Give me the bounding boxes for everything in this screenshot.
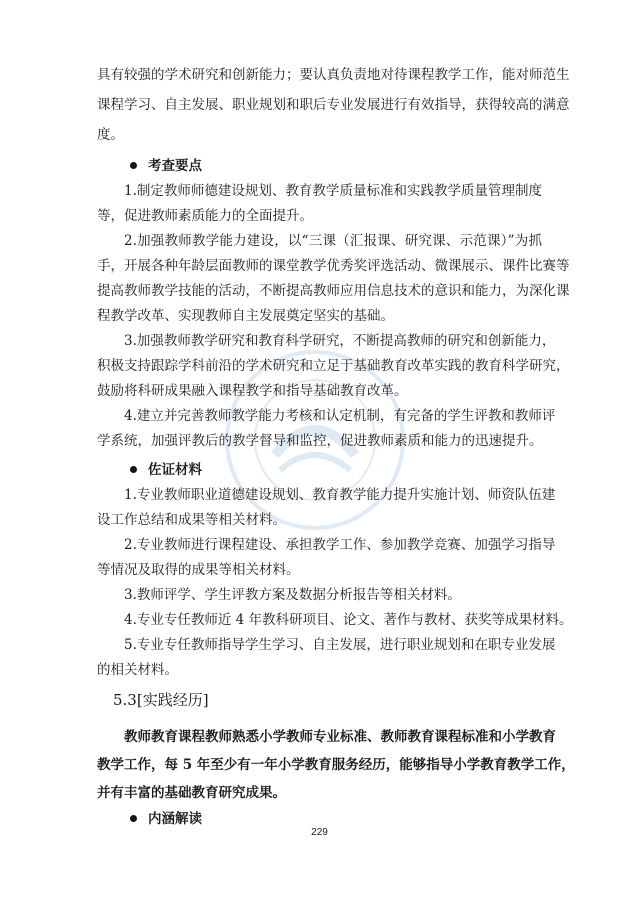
key-point-line: 提高教师教学技能的活动，不断提高教师应用信息技术的意识和能力，为深化课 — [97, 283, 570, 299]
key-point-line: 4.建立并完善教师教学能力考核和认定机制，有完备的学生评教和教师评 — [124, 408, 556, 424]
evidence-line: 设工作总结和成果等相关材料。 — [97, 512, 286, 528]
bullet-icon — [130, 466, 137, 473]
page-number: 229 — [311, 827, 328, 838]
key-points-heading: 考查要点 — [148, 158, 202, 174]
evidence-line: 2.专业教师进行课程建设、承担教学工作、参加教学竞赛、加强学习指导 — [124, 537, 556, 553]
evidence-line: 1.专业教师职业道德建设规划、教育教学能力提升实施计划、师资队伍建 — [124, 487, 556, 503]
key-point-line: 程教学改革、实现教师自主发展奠定坚实的基础。 — [97, 308, 394, 324]
key-point-line: 积极支持跟踪学科前沿的学术研究和立足于基础教育改革实践的教育科学研究， — [97, 358, 570, 374]
standard-line: 并有丰富的基础教育研究成果。 — [97, 785, 286, 801]
key-point-line: 3.加强教师教学研究和教育科学研究，不断提高教师的研究和创新能力， — [124, 333, 556, 349]
key-point-line: 学系统，加强评教后的教学督导和监控，促进教师素质和能力的迅速提升。 — [97, 433, 543, 449]
key-point-line: 鼓励将科研成果融入课程教学和指导基础教育改革。 — [97, 383, 408, 399]
bullet-icon — [130, 815, 137, 822]
intro-line-3: 度。 — [97, 127, 124, 143]
intro-line-1: 具有较强的学术研究和创新能力；要认真负责地对待课程教学工作，能对师范生 — [97, 67, 570, 83]
interpretation-heading: 内涵解读 — [148, 811, 202, 827]
bullet-icon — [130, 162, 137, 169]
section-title: 5.3[实践经历] — [113, 691, 209, 709]
evidence-line: 4.专业专任教师近 4 年教科研项目、论文、著作与教材、获奖等成果材料。 — [124, 612, 573, 628]
key-point-line: 等，促进教师素质能力的全面提升。 — [97, 208, 313, 224]
intro-line-2: 课程学习、自主发展、职业规划和职后专业发展进行有效指导，获得较高的满意 — [97, 97, 570, 113]
standard-line: 教学工作，每 5 年至少有一年小学教育服务经历，能够指导小学教育教学工作， — [97, 757, 575, 773]
key-point-line: 手，开展各种年龄层面教师的课堂教学优秀奖评选活动、微课展示、课件比赛等 — [97, 258, 570, 274]
evidence-heading: 佐证材料 — [148, 462, 202, 478]
evidence-line: 3.教师评学、学生评教方案及数据分析报告等相关材料。 — [124, 587, 461, 603]
standard-line: 教师教育课程教师熟悉小学教师专业标准、教师教育课程标准和小学教育 — [124, 729, 556, 745]
evidence-line: 等情况及取得的成果等相关材料。 — [97, 562, 300, 578]
key-point-line: 1.制定教师师德建设规划、教育教学质量标准和实践教学质量管理制度 — [124, 183, 542, 199]
evidence-line: 的相关材料。 — [97, 662, 178, 678]
evidence-line: 5.专业专任教师指导学生学习、自主发展，进行职业规划和在职专业发展 — [124, 637, 556, 653]
key-point-line: 2.加强教师教学能力建设，以“三课（汇报课、研究课、示范课）”为抓 — [124, 233, 542, 249]
